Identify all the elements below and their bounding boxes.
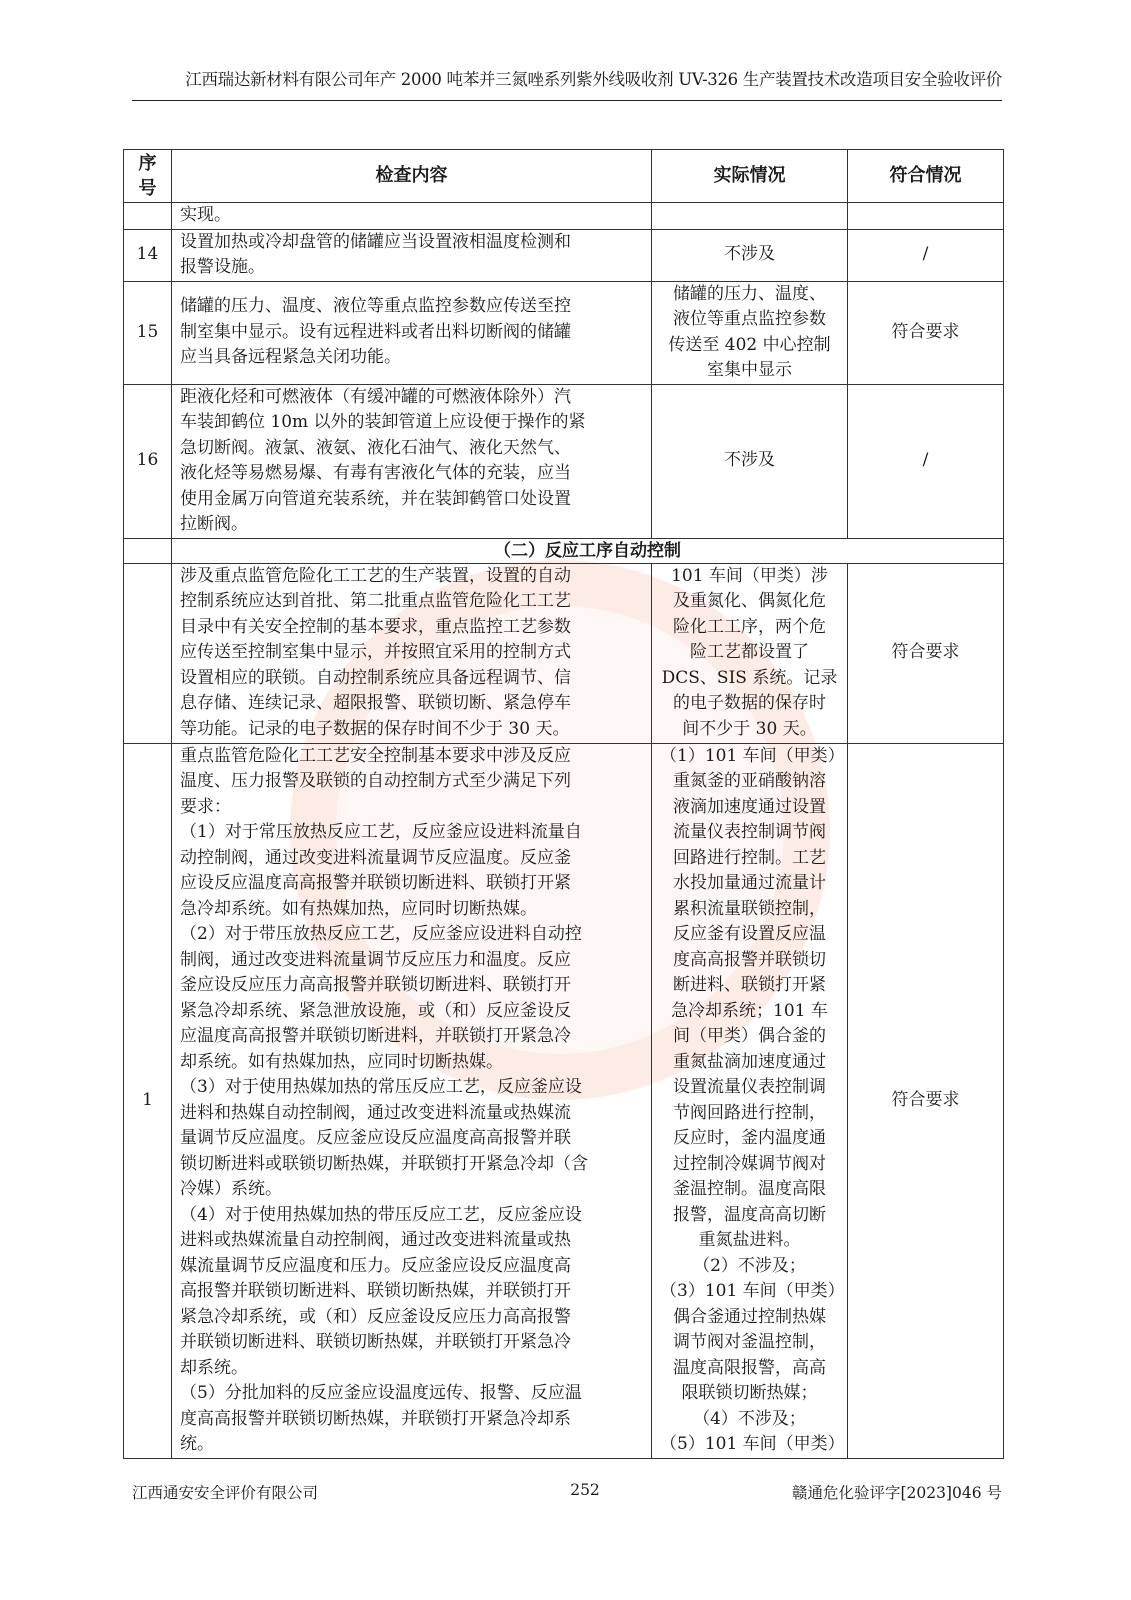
content-line: 涉及重点监管危险化工工艺的生产装置，设置的自动 <box>180 565 571 586</box>
actual-line: 水投加量通过流量计 <box>673 873 826 893</box>
check-content <box>172 384 652 538</box>
table-row <box>124 229 1004 281</box>
column-header-content: 检查内容 <box>172 150 652 203</box>
column-header-no-label: 序号 <box>138 152 157 199</box>
content-line: 釜应设反应压力高高报警并联锁切断进料、联锁打开 <box>180 975 571 995</box>
content-line: 储罐的压力、温度、液位等重点监控参数应传送至控 <box>180 296 571 317</box>
actual-line: 急冷却系统；101 车 <box>671 1000 828 1021</box>
check-content <box>172 229 652 281</box>
actual-line: 度高高报警并联锁切 <box>673 949 826 970</box>
actual-line: 调节阀对釜温控制， <box>673 1332 826 1352</box>
content-line: 并联锁切断进料、联锁切断热媒，并联锁打开紧急冷 <box>180 1332 571 1352</box>
content-line: 紧急冷却系统、紧急泄放设施，或（和）反应釜设反 <box>180 1000 571 1021</box>
content-line: 等功能。记录的电子数据的保存时间不少于 30 天。 <box>180 718 570 739</box>
row-number: 15 <box>124 281 172 384</box>
content-line: （2）对于带压放热反应工艺，反应釜应设进料自动控 <box>180 924 582 944</box>
table-row <box>124 281 1004 384</box>
footer-company: 江西通安安全评价有限公司 <box>132 1484 319 1502</box>
actual-line: 重氮盐进料。 <box>698 1230 801 1250</box>
check-content <box>172 743 652 1458</box>
compliance-status: 符合要求 <box>848 563 1004 743</box>
content-line: 控制系统应达到首批、第二批重点监管危险化工工艺 <box>180 591 571 612</box>
content-line: 制阀，通过改变进料流量调节反应压力和温度。反应 <box>180 949 571 970</box>
content-line: 动控制阀，通过改变进料流量调节反应温度。反应釜 <box>180 847 571 868</box>
row-number <box>124 203 172 230</box>
section-row <box>124 538 1004 563</box>
footer-doc-number: 赣通危化验评字[2023]046 号 <box>791 1484 1002 1502</box>
content-line: 锁切断进料或联锁切断热媒，并联锁打开紧急冷却（含 <box>180 1153 588 1174</box>
actual-line: 限联锁切断热媒； <box>681 1383 818 1403</box>
actual-line: （5）101 车间（甲类） <box>660 1434 845 1454</box>
compliance-status: / <box>848 384 1004 538</box>
actual-line: 液位等重点监控参数 <box>673 309 826 329</box>
content-line: （4）对于使用热媒加热的带压反应工艺，反应釜应设 <box>180 1204 582 1225</box>
actual-line: 釜温控制。温度高限 <box>673 1179 826 1199</box>
actual-situation <box>652 229 848 281</box>
actual-line: 偶合釜通过控制热媒 <box>673 1306 826 1327</box>
actual-situation <box>652 203 848 230</box>
actual-line: 温度高限报警，高高 <box>673 1357 826 1378</box>
actual-line: 节阀回路进行控制， <box>673 1102 826 1123</box>
actual-line: 的电子数据的保存时 <box>673 693 826 714</box>
content-line: 车装卸鹤位 10m 以外的装卸管道上应设便于操作的紧 <box>180 412 586 432</box>
content-line: 应当具备远程紧急关闭功能。 <box>180 347 401 368</box>
content-line: 应传送至控制室集中显示，并按照宜采用的控制方式 <box>180 642 571 663</box>
row-number: 1 <box>124 743 172 1458</box>
actual-situation <box>652 563 848 743</box>
content-line: 设置相应的联锁。自动控制系统应具备远程调节、信 <box>180 667 571 688</box>
inspection-table <box>123 149 1004 1459</box>
actual-line: 过控制冷媒调节阀对 <box>673 1153 826 1174</box>
check-content <box>172 563 652 743</box>
page-number: 252 <box>570 1481 600 1499</box>
content-line: 使用金属万向管道充装系统，并在装卸鹤管口处设置 <box>180 488 571 509</box>
content-line: 拉断阀。 <box>180 514 248 534</box>
content-line: 进料或热媒流量自动控制阀，通过改变进料流量或热 <box>180 1230 571 1250</box>
content-line: （3）对于使用热媒加热的常压反应工艺，反应釜应设 <box>180 1077 582 1097</box>
table-row <box>124 203 1004 230</box>
row-number <box>124 563 172 743</box>
check-content <box>172 281 652 384</box>
actual-line: 液滴加速度通过设置 <box>673 796 826 817</box>
actual-line: 101 车间（甲类）涉 <box>671 565 828 586</box>
actual-line: 报警，温度高高切断 <box>673 1204 826 1225</box>
content-line: 度高高报警并联锁切断热媒，并联锁打开紧急冷却系 <box>180 1408 571 1429</box>
content-line: 制室集中显示。设有远程进料或者出料切断阀的储罐 <box>180 321 571 342</box>
actual-line: 间不少于 30 天。 <box>682 718 817 739</box>
compliance-status: 符合要求 <box>848 281 1004 384</box>
actual-situation <box>652 281 848 384</box>
content-line: 急冷却系统。如有热媒加热，应同时切断热媒。 <box>180 898 537 919</box>
actual-line: 储罐的压力、温度、 <box>673 283 826 304</box>
header-divider <box>132 100 1002 101</box>
actual-line: 累积流量联锁控制， <box>673 898 826 919</box>
content-line: 重点监管危险化工工艺安全控制基本要求中涉及反应 <box>180 745 571 766</box>
content-line: 量调节反应温度。反应釜应设反应温度高高报警并联 <box>180 1128 571 1148</box>
actual-line: 及重氮化、偶氮化危 <box>673 591 826 612</box>
content-line: 紧急冷却系统，或（和）反应釜设反应压力高高报警 <box>180 1306 571 1327</box>
actual-line: 断进料、联锁打开紧 <box>673 975 826 995</box>
column-header-no <box>124 150 172 203</box>
actual-line: （2）不涉及； <box>693 1255 806 1276</box>
compliance-status: / <box>848 229 1004 281</box>
actual-line: 回路进行控制。工艺 <box>673 847 826 868</box>
content-line: （1）对于常压放热反应工艺，反应釜应设进料流量自 <box>180 822 582 842</box>
row-number: 16 <box>124 384 172 538</box>
compliance-status <box>848 203 1004 230</box>
content-line: 急切断阀。液氯、液氨、液化石油气、液化天然气、 <box>180 437 571 458</box>
column-header-actual: 实际情况 <box>652 150 848 203</box>
content-line: 统。 <box>180 1434 214 1454</box>
actual-line: 险工艺都设置了 <box>690 642 809 663</box>
actual-line: （4）不涉及； <box>693 1408 806 1429</box>
actual-line: 间（甲类）偶合釜的 <box>673 1026 826 1046</box>
content-line: 进料和热媒自动控制阀，通过改变进料流量或热媒流 <box>180 1102 571 1123</box>
actual-line: 不涉及 <box>724 244 775 265</box>
content-line: 却系统。如有热媒加热，应同时切断热媒。 <box>180 1051 503 1072</box>
row-number: 14 <box>124 229 172 281</box>
content-line: 目录中有关安全控制的基本要求，重点监控工艺参数 <box>180 616 571 637</box>
content-line: 报警设施。 <box>180 257 265 277</box>
check-content <box>172 203 652 230</box>
content-line: 实现。 <box>180 205 231 225</box>
actual-line: 设置流量仪表控制调 <box>673 1077 826 1097</box>
actual-line: （3）101 车间（甲类） <box>660 1281 845 1301</box>
content-line: 液化烃等易燃易爆、有毒有害液化气体的充装，应当 <box>180 463 571 483</box>
table-header-row <box>124 150 1004 203</box>
actual-line: 室集中显示 <box>707 360 792 380</box>
actual-situation <box>652 743 848 1458</box>
actual-line: 重氮釜的亚硝酸钠溶 <box>673 771 826 791</box>
content-line: 冷媒）系统。 <box>180 1179 282 1199</box>
actual-line: 反应釜有设置反应温 <box>673 924 826 944</box>
content-line: 应温度高高报警并联锁切断进料，并联锁打开紧急冷 <box>180 1026 571 1046</box>
actual-situation <box>652 384 848 538</box>
content-line: （5）分批加料的反应釜应设温度远传、报警、反应温 <box>180 1383 582 1403</box>
content-line: 要求： <box>180 796 231 817</box>
actual-line: 流量仪表控制调节阀 <box>673 822 826 842</box>
section-title: （二）反应工序自动控制 <box>172 538 1004 563</box>
content-line: 距液化烃和可燃液体（有缓冲罐的可燃液体除外）汽 <box>180 386 571 407</box>
content-line: 应设反应温度高高报警并联锁切断进料、联锁打开紧 <box>180 873 571 893</box>
actual-line: 重氮盐滴加速度通过 <box>673 1051 826 1072</box>
actual-line: 反应时，釜内温度通 <box>673 1128 826 1148</box>
column-header-comply: 符合情况 <box>848 150 1004 203</box>
actual-line: 传送至 402 中心控制 <box>668 334 831 355</box>
content-line: 设置加热或冷却盘管的储罐应当设置液相温度检测和 <box>180 231 571 252</box>
table-row <box>124 743 1004 1458</box>
content-line: 媒流量调节反应温度和压力。反应釜应设反应温度高 <box>180 1255 571 1276</box>
actual-line: 险化工工序，两个危 <box>673 616 826 637</box>
actual-line: 不涉及 <box>724 450 775 471</box>
compliance-status: 符合要求 <box>848 743 1004 1458</box>
table-row <box>124 384 1004 538</box>
table-row <box>124 563 1004 743</box>
page-header: 江西瑞达新材料有限公司年产 2000 吨苯并三氮唑系列紫外线吸收剂 UV-326 生产装置技术改造项目安全验收评价 <box>185 70 1002 89</box>
content-line: 温度、压力报警及联锁的自动控制方式至少满足下列 <box>180 771 571 791</box>
content-line: 高报警并联锁切断进料、联锁切断热媒，并联锁打开 <box>180 1281 571 1301</box>
content-line: 息存储、连续记录、超限报警、联锁切断、紧急停车 <box>180 693 571 714</box>
actual-line: DCS、SIS 系统。记录 <box>661 667 838 688</box>
actual-line: （1）101 车间（甲类） <box>660 745 845 766</box>
content-line: 却系统。 <box>180 1357 248 1378</box>
